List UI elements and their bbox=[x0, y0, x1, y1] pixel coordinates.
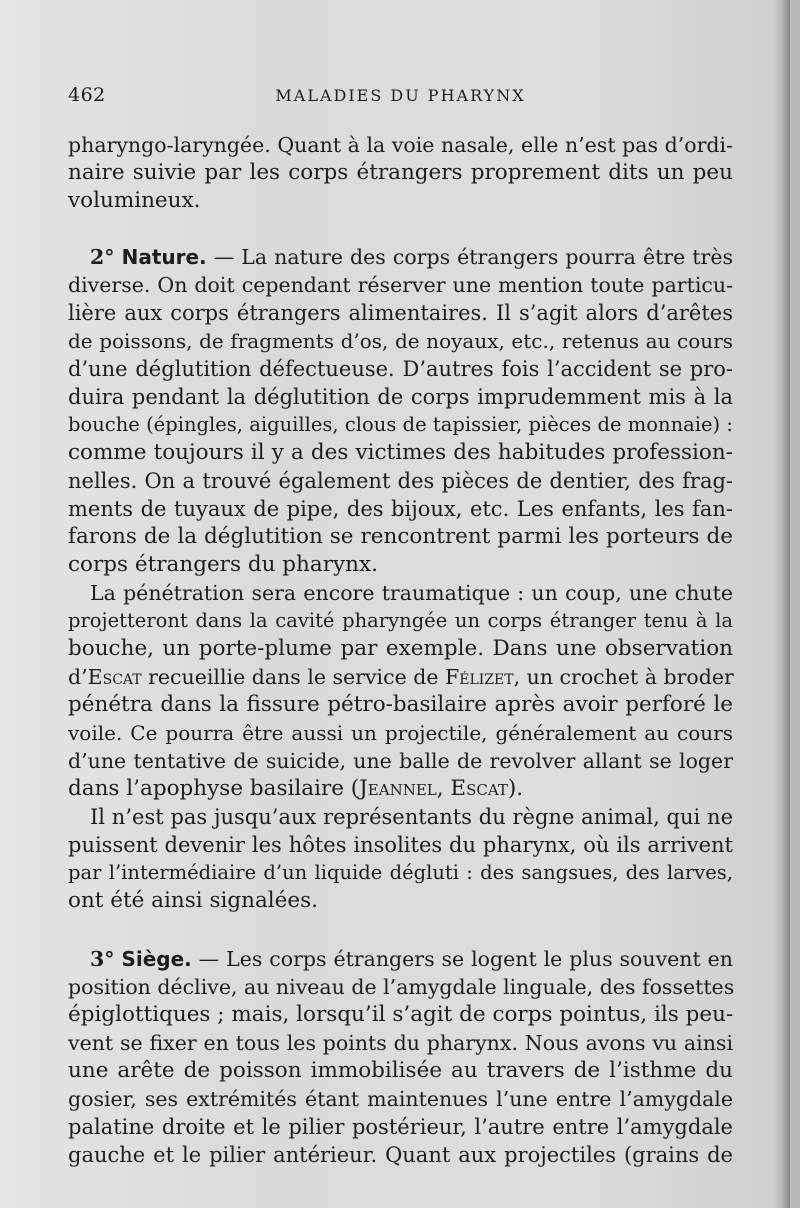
text-line: corps étrangers du pharynx. bbox=[68, 552, 378, 577]
text-line: projetteront dans la cavité pharyngée un corps étranger tenu à la bbox=[68, 609, 733, 632]
text-line: bouche, un porte-plume par exemple. Dans une observation bbox=[68, 636, 733, 661]
section-heading-line: 2° Nature. — La nature des corps étrangers pourra être très bbox=[90, 245, 733, 269]
text-line: pénétra dans la fissure pétro-basilaire après avoir perforé le bbox=[68, 692, 733, 717]
author-name: Escat bbox=[87, 665, 142, 689]
text-line: duira pendant la déglutition de corps imprudemment mis à la bbox=[68, 385, 733, 409]
text-line: puissent devenir les hôtes insolites du pharynx, où ils arrivent bbox=[68, 833, 733, 857]
text-line: par l’intermédiaire d’un liquide dégluti : des sangsues, des larves, bbox=[68, 861, 733, 884]
text-line: une arête de poisson immobilisée au travers de l’isthme du bbox=[68, 1058, 733, 1083]
text-line: naire suivie par les corps étrangers proprement dits un peu bbox=[68, 160, 733, 185]
text-line: farons de la déglutition se rencontrent parmi les porteurs de bbox=[68, 524, 733, 549]
text-line: La pénétration sera encore traumatique : un coup, une chute bbox=[90, 581, 733, 605]
text-line: Il n’est pas jusqu’aux représentants du règne animal, qui ne bbox=[90, 805, 733, 829]
page-number: 462 bbox=[68, 84, 106, 106]
text-line: épiglottiques ; mais, lorsqu’il s’agit de corps pointus, ils peu- bbox=[68, 1002, 734, 1027]
text-line: dans l’apophyse basilaire (Jeannel, Escat). bbox=[68, 776, 524, 801]
text-line: de poissons, de fragments d’os, de noyaux, etc., retenus au cours bbox=[68, 329, 733, 353]
text-line: comme toujours il y a des victimes des habitudes profession- bbox=[68, 440, 733, 465]
text-line: lière aux corps étrangers alimentaires. Il s’agit alors d’arêtes bbox=[68, 301, 733, 325]
page-edge-shadow bbox=[772, 0, 790, 1208]
text-line: voile. Ce pourra être aussi un projectile, généralement au cours bbox=[68, 721, 733, 745]
text-line: gauche et le pilier antérieur. Quant aux projectiles (grains de bbox=[68, 1143, 733, 1167]
text-line: palatine droite et le pilier postérieur, l’autre entre l’amygdale bbox=[68, 1115, 733, 1139]
section-number: 3° bbox=[90, 947, 115, 971]
author-name: Jeannel bbox=[359, 776, 437, 801]
section-heading-line: 3° Siège. — Les corps étrangers se logent le plus souvent en bbox=[90, 947, 733, 971]
text-line: diverse. On doit cependant réserver une mention toute particu- bbox=[68, 273, 733, 297]
author-name: Escat bbox=[450, 776, 508, 801]
text-line: gosier, ses extrémités étant maintenues l’une entre l’amygdale bbox=[68, 1087, 733, 1111]
text-line: ments de tuyaux de pipe, des bijoux, etc. Les enfants, les fan- bbox=[68, 497, 733, 521]
author-name: Félizet bbox=[445, 665, 514, 689]
text-line: volumineux. bbox=[68, 188, 201, 213]
page-header bbox=[68, 84, 733, 114]
text-line: d’Escat recueillie dans le service de Félizet, un crochet à broder bbox=[68, 665, 734, 689]
text-line: bouche (épingles, aiguilles, clous de tapissier, pièces de monnaie) : bbox=[68, 413, 733, 436]
text-line: d’une tentative de suicide, une balle de revolver allant se loger bbox=[68, 749, 733, 773]
section-title: Nature. bbox=[121, 245, 207, 269]
text-line: d’une déglutition défectueuse. D’autres fois l’accident se pro- bbox=[68, 357, 733, 381]
section-title: Siège. bbox=[121, 947, 192, 971]
text-line: position déclive, au niveau de l’amygdale linguale, des fossettes bbox=[68, 975, 735, 999]
running-title: MALADIES DU PHARYNX bbox=[275, 86, 526, 105]
text-line: pharyngo-laryngée. Quant à la voie nasale, elle n’est pas d’ordi- bbox=[68, 133, 733, 157]
text-line: nelles. On a trouvé également des pièces de dentier, des frag- bbox=[68, 469, 733, 493]
text-line: vent se fixer en tous les points du pharynx. Nous avons vu ainsi bbox=[68, 1031, 733, 1055]
section-number: 2° bbox=[90, 245, 115, 269]
text-line: ont été ainsi signalées. bbox=[68, 888, 319, 913]
